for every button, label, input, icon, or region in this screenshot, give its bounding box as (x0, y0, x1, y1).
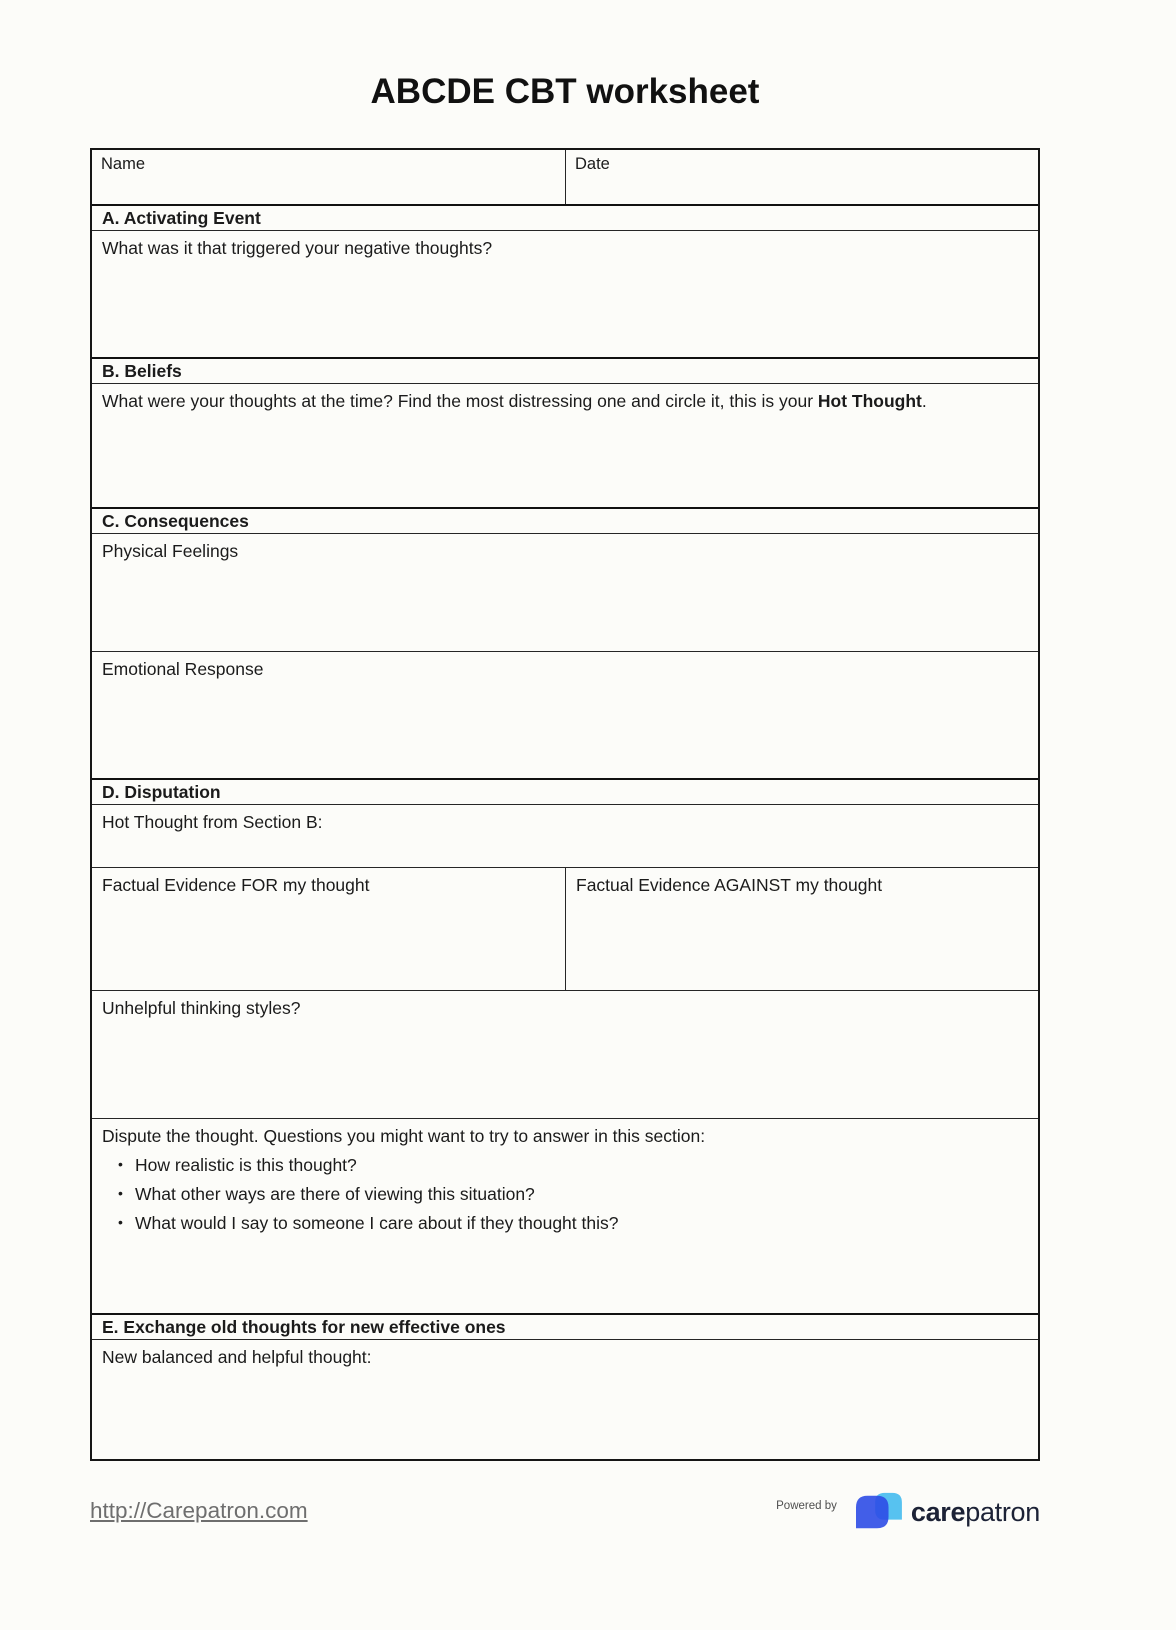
section-d-title: D. Disputation (102, 781, 221, 802)
date-input-area[interactable] (565, 150, 1038, 204)
section-e-prompt: New balanced and helpful thought: (102, 1347, 372, 1367)
name-label: Name (101, 155, 146, 173)
evidence-for-label: Factual Evidence FOR my thought (102, 875, 370, 895)
evidence-against-input-area[interactable] (565, 868, 1038, 990)
section-e-title: E. Exchange old thoughts for new effective ones (102, 1316, 506, 1337)
evidence-for-input-area[interactable] (92, 868, 565, 990)
section-e-input-area[interactable] (92, 1339, 1038, 1459)
section-a-prompt: What was it that triggered your negative thoughts? (102, 238, 493, 258)
physical-feelings-label: Physical Feelings (102, 541, 239, 561)
section-b-header (92, 357, 1038, 383)
evidence-row (92, 867, 1038, 990)
physical-feelings-input-area[interactable] (92, 533, 1038, 651)
section-d-header (92, 778, 1038, 804)
page-title: ABCDE CBT worksheet (370, 72, 760, 111)
dispute-input-area[interactable] (92, 1118, 1038, 1313)
dispute-question: • How realistic is this thought? (102, 1155, 1028, 1176)
section-a-header (92, 204, 1038, 230)
section-e-header (92, 1313, 1038, 1339)
unhelpful-styles-input-area[interactable] (92, 990, 1038, 1118)
worksheet-form (90, 148, 1040, 1461)
emotional-response-label: Emotional Response (102, 659, 264, 679)
powered-by-label: Powered by (776, 1500, 837, 1512)
dispute-question: • What other ways are there of viewing this situation? (102, 1184, 1028, 1205)
name-date-row (92, 150, 1038, 204)
carepatron-wordmark: carepatron (910, 1496, 1040, 1527)
section-c-title: C. Consequences (102, 510, 249, 531)
evidence-against-label: Factual Evidence AGAINST my thought (576, 875, 883, 895)
section-c-header (92, 507, 1038, 533)
hot-thought-emphasis: Hot Thought (817, 391, 922, 411)
dispute-intro: Dispute the thought. Questions you might want to try to answer in this section: (102, 1126, 706, 1146)
powered-by-block (776, 1490, 1040, 1534)
dispute-question-list (102, 1155, 1028, 1234)
section-b-prompt: What were your thoughts at the time? Find the most distressing one and circle it, this is your Hot Thought. (102, 391, 927, 411)
emotional-response-input-area[interactable] (92, 651, 1038, 778)
carepatron-logo-icon (853, 1490, 903, 1534)
hot-thought-label: Hot Thought from Section B: (102, 812, 323, 832)
carepatron-link[interactable]: http://Carepatron.com (90, 1498, 308, 1523)
unhelpful-styles-label: Unhelpful thinking styles? (102, 998, 301, 1018)
hot-thought-input-area[interactable] (92, 804, 1038, 867)
date-label: Date (575, 155, 610, 173)
section-b-input-area[interactable] (92, 383, 1038, 507)
section-a-title: A. Activating Event (102, 207, 261, 228)
dispute-question: • What would I say to someone I care about if they thought this? (102, 1213, 1028, 1234)
section-a-input-area[interactable] (92, 230, 1038, 357)
name-input-area[interactable] (92, 150, 565, 204)
section-b-title: B. Beliefs (102, 360, 182, 381)
